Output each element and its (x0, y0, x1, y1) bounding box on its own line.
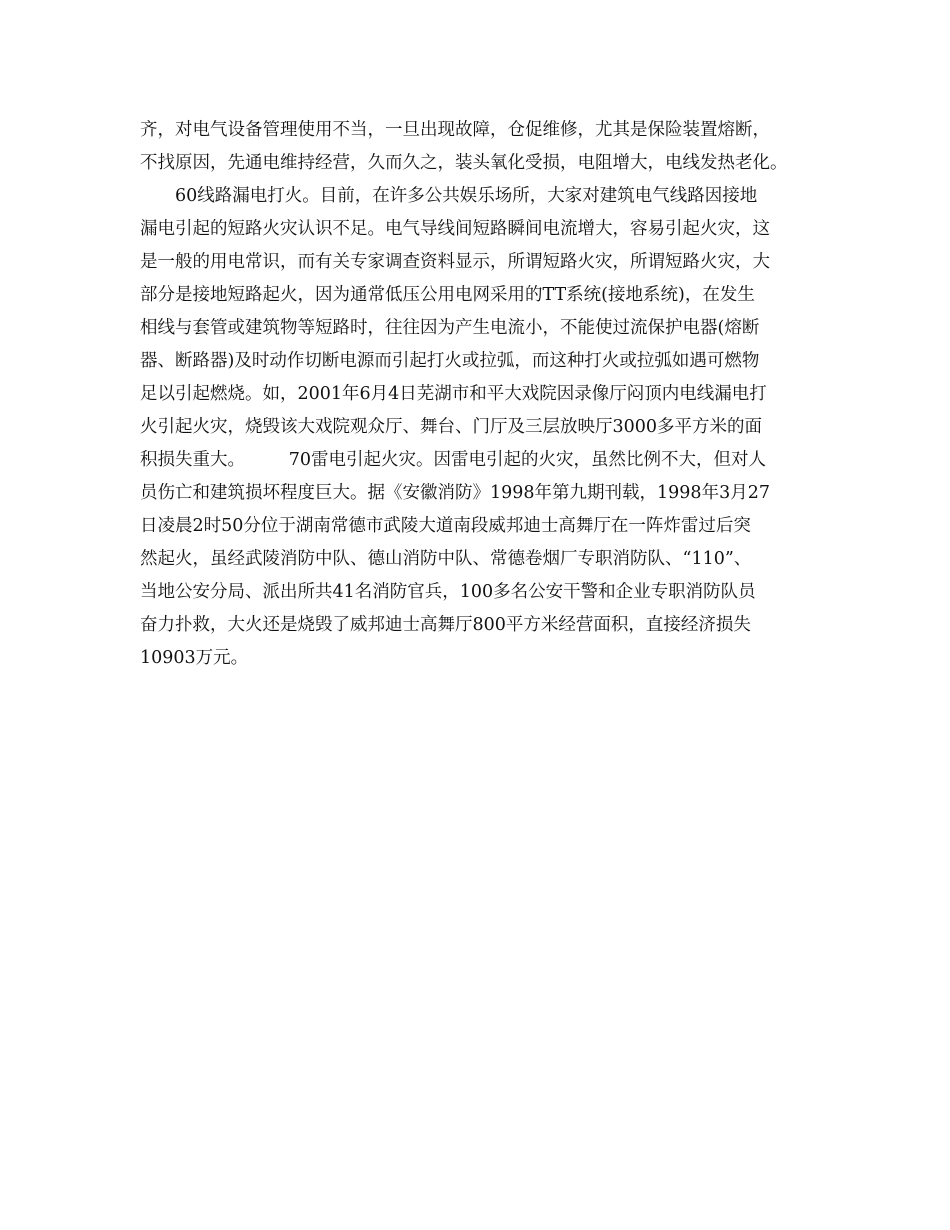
text-line: 60线路漏电打火。目前，在许多公共娱乐场所，大家对建筑电气线路因接地 (140, 186, 758, 206)
text-line: 日凌晨2时50分位于湖南常德市武陵大道南段威邦迪士高舞厅在一阵炸雷过后突 (140, 516, 751, 536)
text-line: 积损失重大。 70雷电引起火灾。因雷电引起的火灾，虽然比例不大，但对人 (140, 450, 767, 470)
text-line: 器、断路器)及时动作切断电源而引起打火或拉弧，而这种打火或拉弧如遇可燃物 (140, 351, 760, 371)
text-line: 相线与套管或建筑物等短路时，往往因为产生电流小，不能使过流保护电器(熔断 (140, 318, 760, 338)
text-line: 员伤亡和建筑损坏程度巨大。据《安徽消防》1998年第九期刊载，1998年3月27 (140, 483, 770, 503)
text-line: 当地公安分局、派出所共41名消防官兵，100多名公安干警和企业专职消防队员 (140, 582, 756, 602)
text-line: 不找原因，先通电维持经营，久而久之，装头氧化受损，电阻增大，电线发热老化。 (140, 153, 788, 173)
text-line: 部分是接地短路起火，因为通常低压公用电网采用的TT系统(接地系统)，在发生 (140, 285, 755, 305)
text-line: 足以引起燃烧。如，2001年6月4日芜湖市和平大戏院因录像厅闷顶内电线漏电打 (140, 384, 767, 404)
text-line: 齐，对电气设备管理使用不当，一旦出现故障，仓促维修，尤其是保险装置熔断， (140, 120, 770, 140)
text-line: 然起火，虽经武陵消防中队、德山消防中队、常德卷烟厂专职消防队、“110”、 (140, 549, 752, 569)
text-line: 奋力扑救，大火还是烧毁了威邦迪士高舞厅800平方米经营面积，直接经济损失 (140, 615, 751, 635)
text-line: 10903万元。 (140, 648, 249, 668)
text-line: 是一般的用电常识，而有关专家调查资料显示，所谓短路火灾，所谓短路火灾，大 (140, 252, 770, 272)
text-line: 火引起火灾，烧毁该大戏院观众厅、舞台、门厅及三层放映厅3000多平方米的面 (140, 417, 763, 437)
body-text (140, 114, 830, 675)
text-line: 漏电引起的短路火灾认识不足。电气导线间短路瞬间电流增大，容易引起火灾，这 (140, 219, 770, 239)
